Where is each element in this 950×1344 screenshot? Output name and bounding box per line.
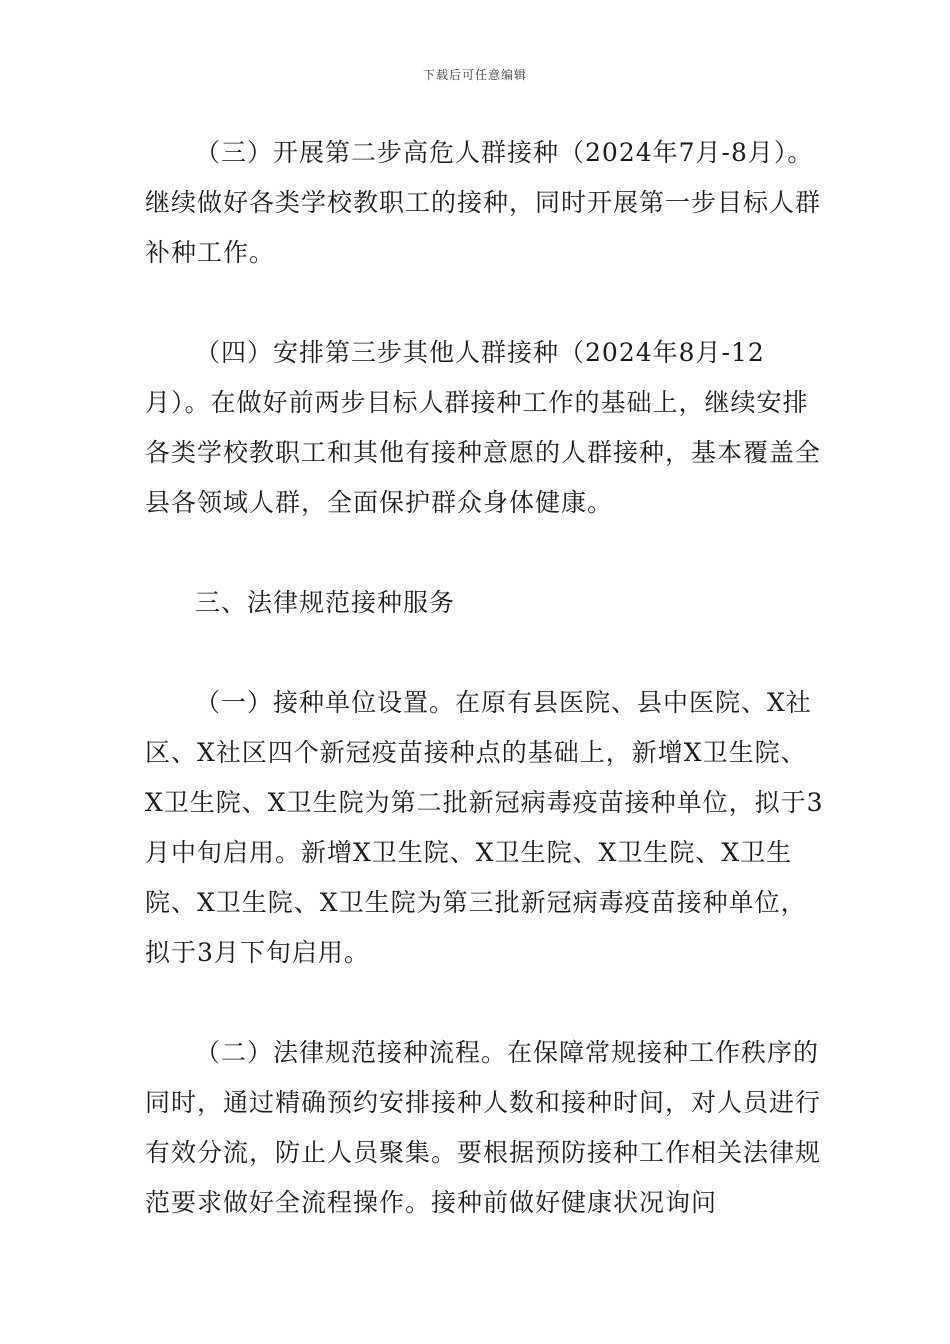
paragraph-step-four: （四）安排第三步其他人群接种（2024年8月-12月）。在做好前两步目标人群接种工作的基础上，继续安排各类学校教职工和其他有接种意愿的人群接种，基本覆盖全县各领域人群，全面保护群众身体健康。: [145, 338, 822, 517]
paragraph-step-three: （三）开展第二步高危人群接种（2024年7月-8月）。继续做好各类学校教职工的接种，同时开展第一步目标人群补种工作。: [145, 138, 822, 267]
document-body: [145, 128, 825, 1228]
paragraph-vaccination-process: （二）法律规范接种流程。在保障常规接种工作秩序的同时，通过精确预约安排接种人数和接种时间，对人员进行有效分流，防止人员聚集。要根据预防接种工作相关法律规范要求做好全流程操作。接种前做好健康状况询问: [145, 1038, 822, 1217]
header-note: 下载后可任意编辑: [422, 68, 527, 82]
section-heading: 三、法律规范接种服务: [195, 588, 456, 617]
paragraph-vaccination-units: （一）接种单位设置。在原有县医院、县中医院、X社区、X社区四个新冠疫苗接种点的基础上，新增X卫生院、X卫生院、X卫生院为第二批新冠病毒疫苗接种单位，拟于3月中旬启用。新增X卫生院、X卫生院、X卫生院、X卫生院、X卫生院、X卫生院为第三批新冠病毒疫苗接种单位，拟于3月下旬启用。: [145, 688, 824, 967]
